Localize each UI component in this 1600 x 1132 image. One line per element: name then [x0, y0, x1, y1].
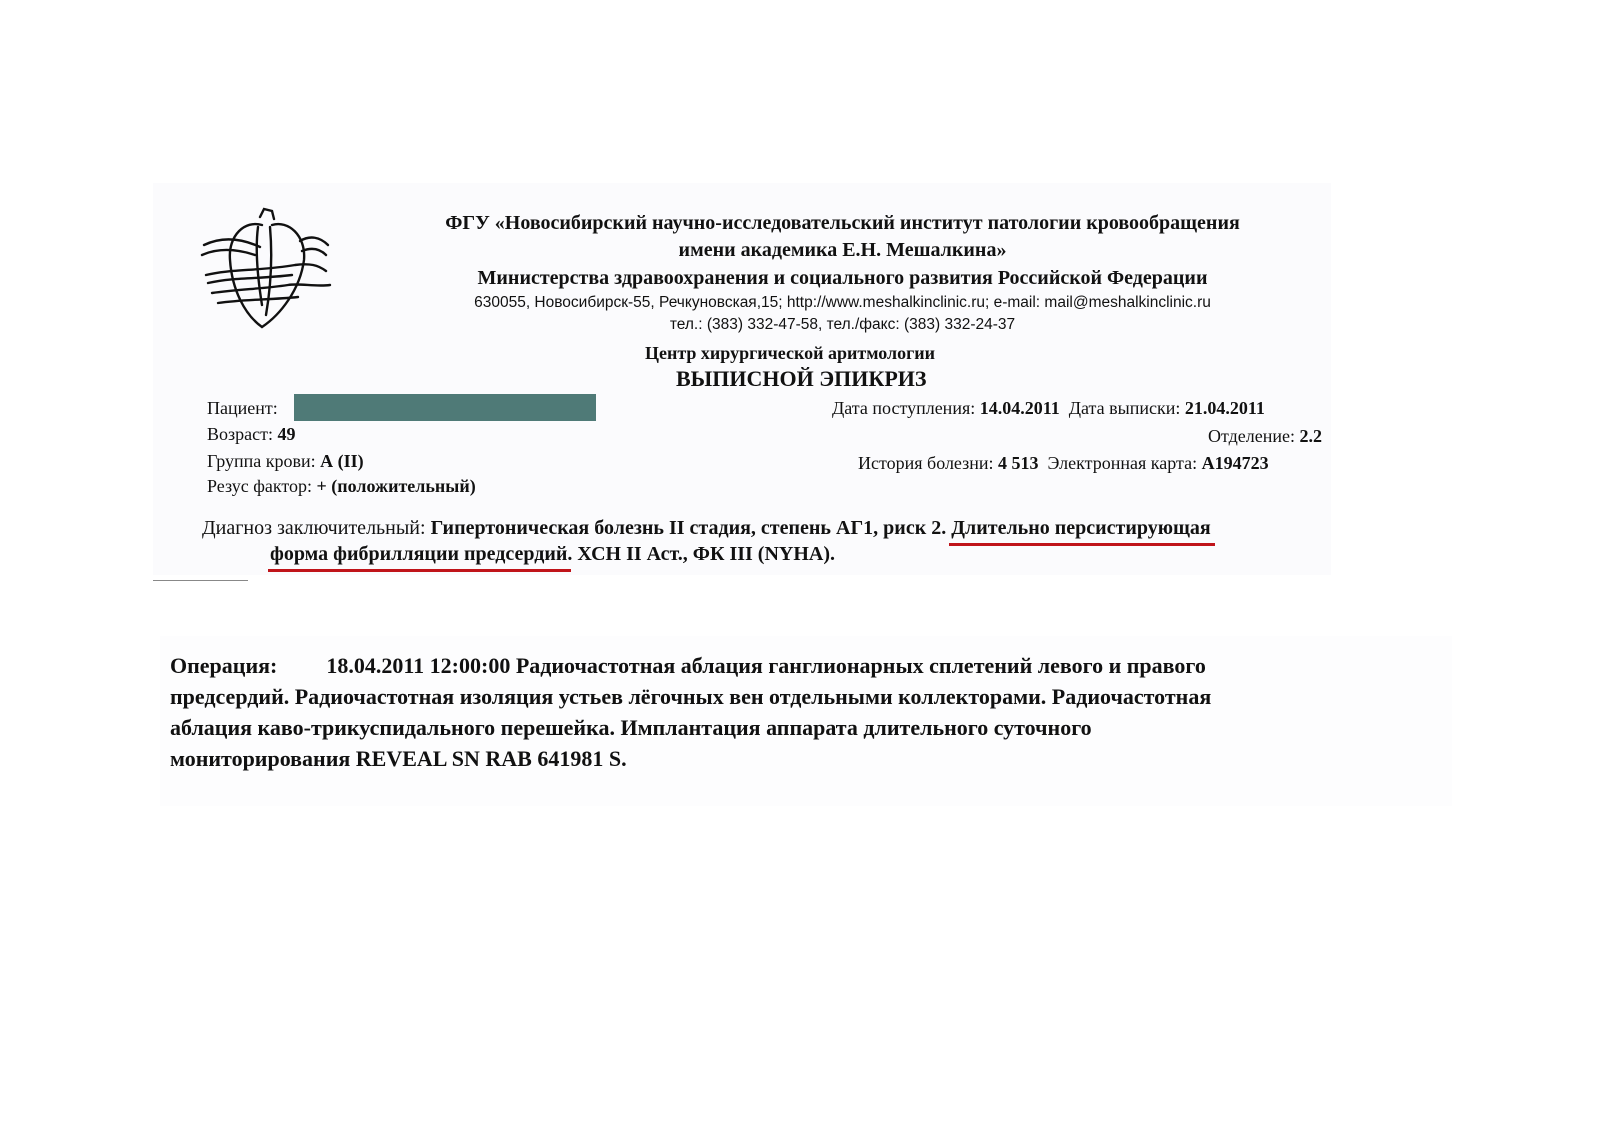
institute-name-line2: имени академика Е.Н. Мешалкина» [678, 239, 1007, 261]
discharge-date: 21.04.2011 [1184, 398, 1265, 418]
rh-factor-row [207, 476, 476, 497]
department-label: Отделение: [1208, 426, 1296, 446]
diagnosis-label: Диагноз заключительный: [202, 517, 426, 539]
operation-line3: аблация каво-трикуспидального перешейка. Имплантация аппарата длительного суточного [170, 715, 1092, 740]
operation-line4: мониторирования REVEAL SN RAB 641981 S. [170, 746, 627, 771]
operation-line2: предсердий. Радиочастотная изоляция устьев лёгочных вен отдельными коллекторами. Радиочастотная [170, 684, 1212, 709]
blood-group-row [207, 451, 364, 472]
age-label: Возраст: [207, 424, 273, 444]
ecard-value: А194723 [1201, 453, 1269, 473]
operation-label: Операция: [170, 653, 278, 678]
scan-edge-line [153, 580, 248, 581]
diagnosis-highlight-2: форма фибрилляции предсердий [270, 543, 568, 565]
ecard-label: Электронная карта: [1047, 453, 1198, 473]
admission-date-row [832, 398, 1265, 419]
blood-group-label: Группа крови: [207, 451, 316, 471]
department-value: 2.2 [1299, 426, 1323, 446]
diagnosis-rest: . ХСН II Аст., ФК III (NYHA). [567, 543, 836, 565]
phone-line: тел.: (383) 332-47-58, тел./факс: (383) 332-24-37 [669, 316, 1016, 333]
address-line: 630055, Новосибирск-55, Речкуновская,15; http://www.meshalkinclinic.ru; e-mail: mail@meshalkinclinic.ru [474, 294, 1211, 311]
discharge-label: Дата выписки: [1068, 398, 1181, 418]
rh-value: + (положительный) [316, 476, 476, 496]
age-value: 49 [277, 424, 296, 444]
admission-date: 14.04.2011 [979, 398, 1060, 418]
operation-text-1: 18.04.2011 12:00:00 Радиочастотная аблация ганглионарных сплетений левого и правого [326, 653, 1206, 678]
redacted-patient-name [294, 394, 596, 421]
document-title: ВЫПИСНОЙ ЭПИКРИЗ [676, 366, 927, 391]
department-row [1208, 426, 1322, 447]
diagnosis-highlight-1: Длительно персистирующая [951, 517, 1211, 539]
diagnosis-line1 [202, 517, 1211, 540]
admission-label: Дата поступления: [832, 398, 976, 418]
blood-group-value: А (II) [320, 451, 364, 471]
rh-label: Резус фактор: [207, 476, 312, 496]
center-name: Центр хирургической аритмологии [645, 343, 936, 363]
history-row [858, 453, 1269, 474]
diagnosis-line2 [270, 543, 835, 566]
patient-name-label: Пациент: [207, 398, 278, 418]
history-label: История болезни: [858, 453, 994, 473]
history-value: 4 513 [998, 453, 1039, 473]
ministry-line: Министерства здравоохранения и социального развития Российской Федерации [477, 267, 1208, 289]
institute-name-line1: ФГУ «Новосибирский научно-исследовательский институт патологии кровообращения [445, 212, 1240, 234]
operation-line1 [170, 650, 1206, 681]
diagnosis-text: Гипертоническая болезнь II стадия, степень АГ1, риск 2. [430, 517, 947, 539]
age-row [207, 424, 295, 445]
heart-logo-icon [200, 205, 335, 335]
